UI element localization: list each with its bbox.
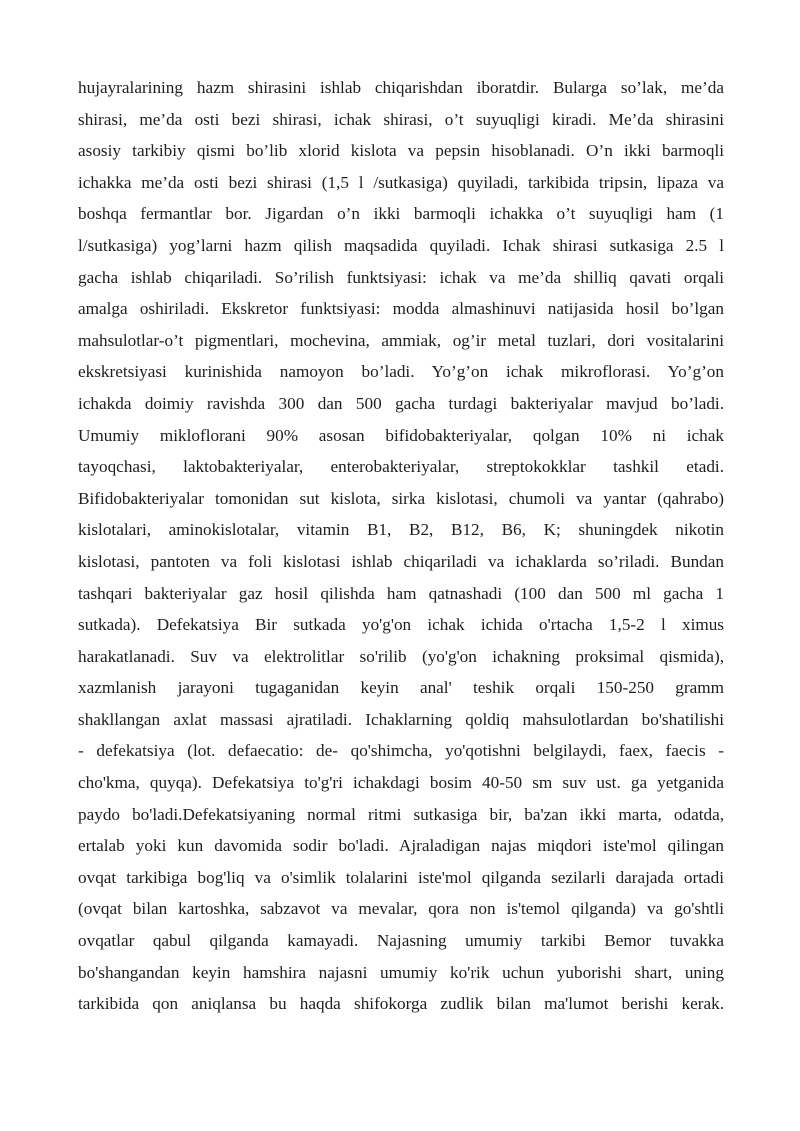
text-line: asosiy tarkibiy qismi bo’lib xlorid kislota va pepsin hisoblanadi. O’n ikki barmoqli	[78, 141, 724, 161]
text-line: kislotasi, pantoten va foli kislotasi ishlab chiqariladi va ichaklarda so’riladi. Bundan	[78, 551, 724, 571]
text-line: xazmlanish jarayoni tugaganidan keyin anal' teshik orqali 150-250 gramm	[78, 678, 724, 698]
text-line: l/sutkasiga) yog’larni hazm qilish maqsadida quyiladi. Ichak shirasi sutkasiga 2.5 l	[78, 235, 724, 255]
text-line: Bifidobakteriyalar tomonidan sut kislota, sirka kislotasi, chumoli va yantar (qahrabo)	[78, 488, 724, 508]
text-line: cho'kma, quyqa). Defekatsiya to'g'ri ichakdagi bosim 40-50 sm suv ust. ga yetganida	[78, 773, 724, 793]
text-line: paydo bo'ladi.Defekatsiyaning normal ritmi sutkasiga bir, ba'zan ikki marta, odatda,	[78, 804, 724, 824]
text-line: - defekatsiya (lot. defaecatio: de- qo'shimcha, yo'qotishni belgilaydi, faex, faecis -	[78, 741, 724, 761]
text-line: ertalab yoki kun davomida sodir bo'ladi. Ajraladigan najas miqdori iste'mol qilingan	[78, 836, 724, 856]
text-line: shakllangan axlat massasi ajratiladi. Ichaklarning qoldiq mahsulotlardan bo'shatilishi	[78, 709, 724, 729]
text-line: (ovqat bilan kartoshka, sabzavot va mevalar, qora non is'temol qilganda) va go'shtli	[78, 899, 724, 919]
text-line: ovqat tarkibiga bog'liq va o'simlik tolalarini iste'mol qilganda sezilarli darajada ortadi	[78, 867, 724, 887]
text-line: harakatlanadi. Suv va elektrolitlar so'rilib (yo'g'on ichakning proksimal qismida),	[78, 646, 724, 666]
text-line: bo'shangandan keyin hamshira najasni umumiy ko'rik uchun yuborishi shart, uning	[78, 962, 724, 982]
text-line: ovqatlar qabul qilganda kamayadi. Najasning umumiy tarkibi Bemor tuvakka	[78, 931, 724, 951]
text-line: tayoqchasi, laktobakteriyalar, enterobakteriyalar, streptokokklar tashkil etadi.	[78, 457, 724, 477]
body-paragraph	[78, 72, 724, 1020]
text-line: Umumiy mikloflorani 90% asosan bifidobakteriyalar, qolgan 10% ni ichak	[78, 425, 724, 445]
text-line: shirasi, me’da osti bezi shirasi, ichak shirasi, o’t suyuqligi kiradi. Me’da shirasini	[78, 109, 724, 129]
text-line: ichakka me’da osti bezi shirasi (1,5 l /sutkasiga) quyiladi, tarkibida tripsin, lipaza va	[78, 172, 724, 192]
text-line: ekskretsiyasi kurinishida namoyon bo’ladi. Yo’g’on ichak mikroflorasi. Yo’g’on	[78, 362, 724, 382]
text-line: tashqari bakteriyalar gaz hosil qilishda ham qatnashadi (100 dan 500 ml gacha 1	[78, 583, 724, 603]
text-line: mahsulotlar-o’t pigmentlari, mochevina, ammiak, og’ir metal tuzlari, dori vositalarini	[78, 330, 724, 350]
text-line: gacha ishlab chiqariladi. So’rilish funktsiyasi: ichak va me’da shilliq qavati orqali	[78, 267, 724, 287]
text-line: amalga oshiriladi. Ekskretor funktsiyasi: modda almashinuvi natijasida hosil bo’lgan	[78, 299, 724, 319]
text-line: kislotalari, aminokislotalar, vitamin B1, B2, B12, B6, K; shuningdek nikotin	[78, 520, 724, 540]
text-line: hujayralarining hazm shirasini ishlab chiqarishdan iboratdir. Bularga so’lak, me’da	[78, 78, 724, 97]
text-line: ichakda doimiy ravishda 300 dan 500 gacha turdagi bakteriyalar mavjud bo’ladi.	[78, 393, 724, 413]
text-line: sutkada). Defekatsiya Bir sutkada yo'g'on ichak ichida o'rtacha 1,5-2 l ximus	[78, 615, 724, 635]
text-line: boshqa fermantlar bor. Jigardan o’n ikki barmoqli ichakka o’t suyuqligi ham (1	[78, 204, 724, 224]
text-line: tarkibida qon aniqlansa bu haqda shifokorga zudlik bilan ma'lumot berishi kerak.	[78, 994, 724, 1014]
